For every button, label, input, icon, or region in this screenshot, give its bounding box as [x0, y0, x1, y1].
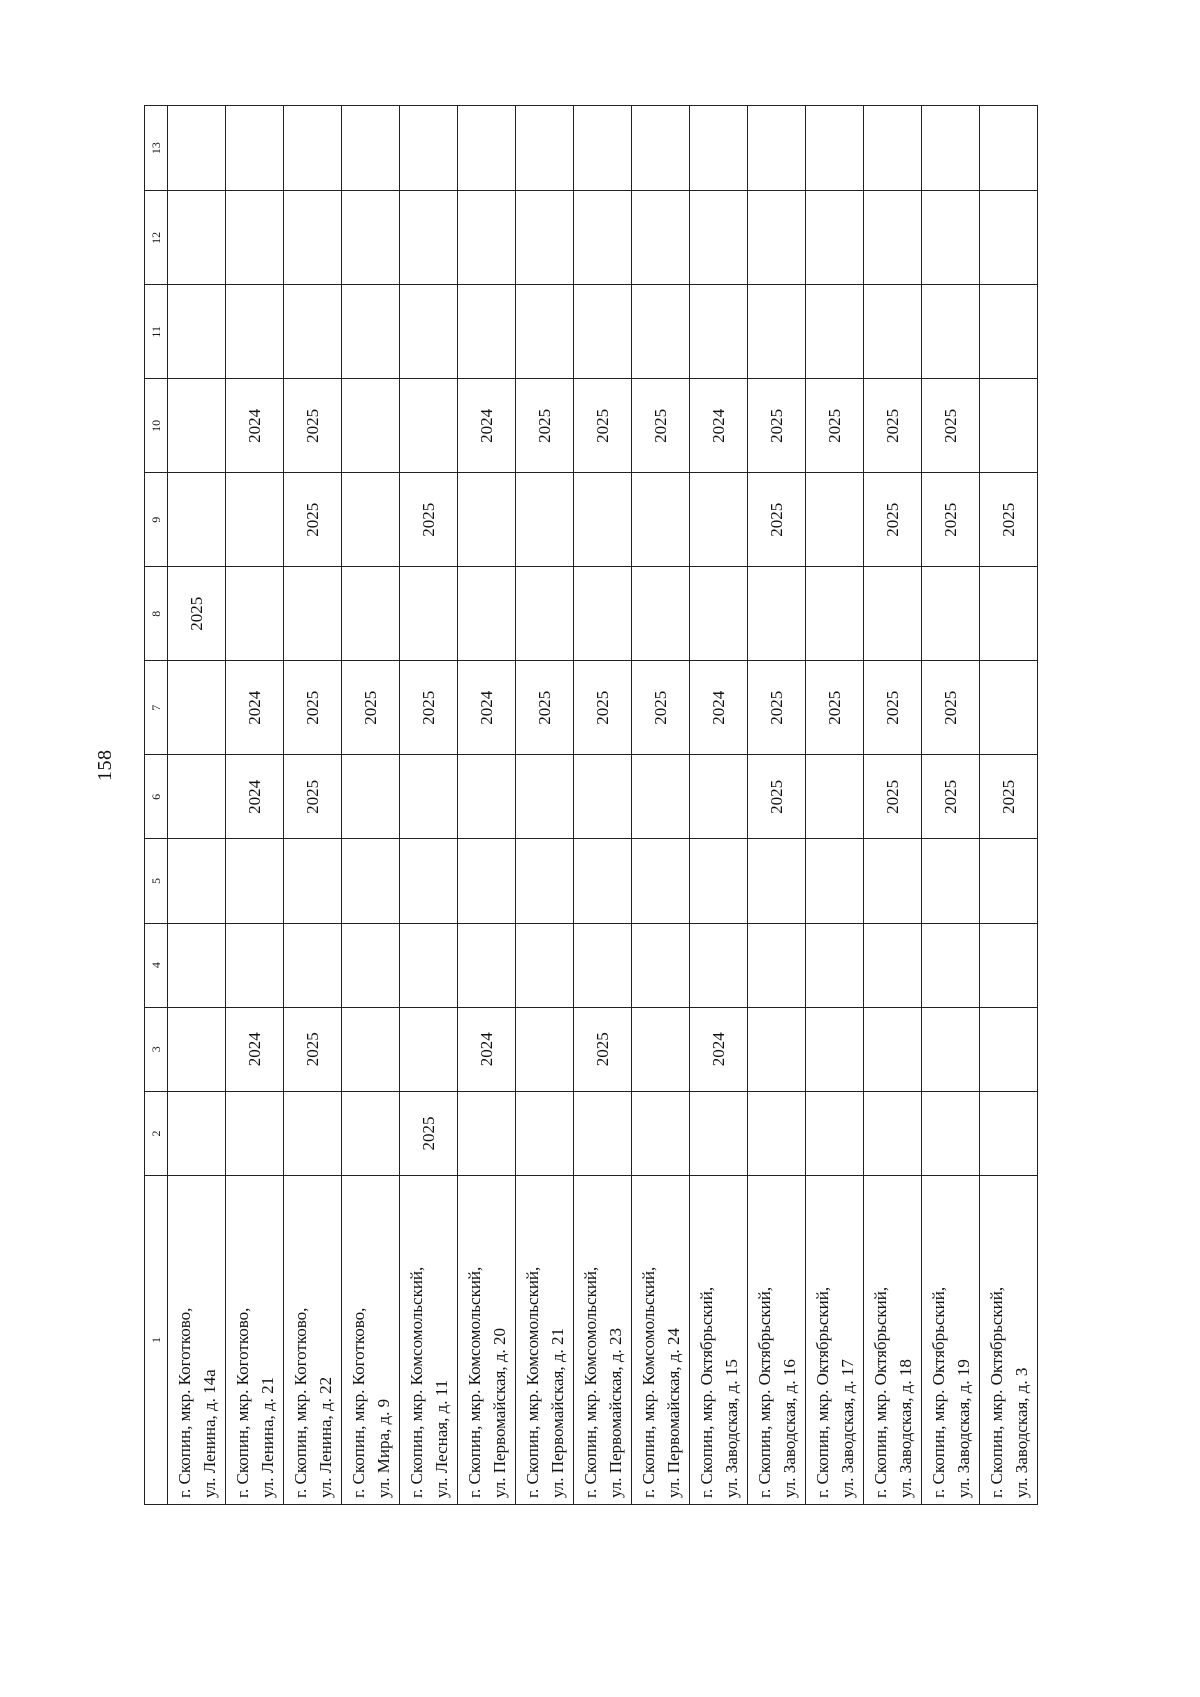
- table-row: [226, 106, 284, 1505]
- year-cell-col-9: [632, 473, 690, 567]
- year-cell-col-10: 2024: [458, 379, 516, 473]
- col-header-12: 12: [145, 191, 168, 285]
- year-cell-col-6: [806, 755, 864, 839]
- year-cell-col-6: [168, 755, 226, 839]
- year-cell-col-11: [458, 285, 516, 379]
- year-cell-col-12: [806, 191, 864, 285]
- col-header-10: 10: [145, 379, 168, 473]
- address-line-1: г. Скопин, мкр. Комсомольский,: [580, 1266, 600, 1498]
- col-header-13: 13: [145, 106, 168, 191]
- year-cell-col-4: [226, 923, 284, 1007]
- column-number-header-row: [145, 106, 168, 1505]
- address-line-1: г. Скопин, мкр. Октябрьский,: [986, 1286, 1006, 1498]
- year-cell-col-3: [922, 1007, 980, 1091]
- col-header-5: 5: [145, 839, 168, 923]
- year-cell-col-8: [690, 567, 748, 661]
- year-cell-col-6: [458, 755, 516, 839]
- year-cell-col-12: [226, 191, 284, 285]
- year-cell-col-10: [980, 379, 1038, 473]
- year-cell-col-13: [748, 106, 806, 191]
- year-cell-col-7: 2025: [632, 661, 690, 755]
- year-cell-col-9: [690, 473, 748, 567]
- year-cell-col-11: [284, 285, 342, 379]
- year-cell-col-6: [574, 755, 632, 839]
- year-cell-col-13: [922, 106, 980, 191]
- year-cell-col-7: 2025: [516, 661, 574, 755]
- year-cell-col-4: [748, 923, 806, 1007]
- year-cell-col-4: [400, 923, 458, 1007]
- address-cell: [864, 1176, 922, 1505]
- year-cell-col-3: [748, 1007, 806, 1091]
- address-line-2: ул. Первомайская, д. 23: [605, 1328, 625, 1498]
- year-cell-col-4: [574, 923, 632, 1007]
- year-cell-col-12: [342, 191, 400, 285]
- year-cell-col-2: [806, 1091, 864, 1175]
- address-cell: [980, 1176, 1038, 1505]
- col-header-3: 3: [145, 1007, 168, 1091]
- address-cell: [806, 1176, 864, 1505]
- year-cell-col-4: [690, 923, 748, 1007]
- year-cell-col-4: [806, 923, 864, 1007]
- year-cell-col-2: [168, 1091, 226, 1175]
- year-cell-col-4: [284, 923, 342, 1007]
- address-line-2: ул. Заводская, д. 15: [721, 1359, 741, 1498]
- year-cell-col-8: [458, 567, 516, 661]
- col-header-11: 11: [145, 285, 168, 379]
- address-line-1: г. Скопин, мкр. Октябрьский,: [812, 1286, 832, 1498]
- year-cell-col-5: [748, 839, 806, 923]
- year-cell-col-12: [574, 191, 632, 285]
- year-cell-col-7: 2025: [864, 661, 922, 755]
- year-cell-col-2: [980, 1091, 1038, 1175]
- address-cell: [342, 1176, 400, 1505]
- year-cell-col-5: [864, 839, 922, 923]
- address-line-2: ул. Заводская, д. 18: [895, 1359, 915, 1498]
- year-cell-col-13: [168, 106, 226, 191]
- year-cell-col-5: [690, 839, 748, 923]
- year-cell-col-5: [226, 839, 284, 923]
- year-cell-col-8: 2025: [168, 567, 226, 661]
- address-cell: [922, 1176, 980, 1505]
- year-cell-col-13: [864, 106, 922, 191]
- year-cell-col-12: [458, 191, 516, 285]
- year-cell-col-10: [400, 379, 458, 473]
- year-cell-col-3: 2024: [226, 1007, 284, 1091]
- year-cell-col-10: 2025: [748, 379, 806, 473]
- year-cell-col-11: [516, 285, 574, 379]
- year-cell-col-3: [632, 1007, 690, 1091]
- page-number: 158: [94, 749, 116, 781]
- col-header-4: 4: [145, 923, 168, 1007]
- table-row: [400, 106, 458, 1505]
- year-cell-col-5: [168, 839, 226, 923]
- address-line-2: ул. Заводская, д. 17: [837, 1359, 857, 1498]
- address-line-2: ул. Ленина, д. 21: [257, 1376, 277, 1498]
- address-cell: [284, 1176, 342, 1505]
- year-cell-col-6: 2025: [748, 755, 806, 839]
- year-cell-col-2: [748, 1091, 806, 1175]
- year-cell-col-9: 2025: [980, 473, 1038, 567]
- year-cell-col-13: [400, 106, 458, 191]
- year-cell-col-2: [226, 1091, 284, 1175]
- table-row: [980, 106, 1038, 1505]
- year-cell-col-3: 2025: [574, 1007, 632, 1091]
- year-cell-col-3: [342, 1007, 400, 1091]
- year-cell-col-3: [806, 1007, 864, 1091]
- year-cell-col-9: [226, 473, 284, 567]
- rotated-table-container: [144, 105, 1044, 1505]
- year-cell-col-8: [980, 567, 1038, 661]
- year-cell-col-8: [748, 567, 806, 661]
- year-cell-col-13: [284, 106, 342, 191]
- table-row: [922, 106, 980, 1505]
- year-cell-col-7: 2025: [922, 661, 980, 755]
- col-header-6: 6: [145, 755, 168, 839]
- year-cell-col-7: 2025: [400, 661, 458, 755]
- table-row: [748, 106, 806, 1505]
- year-cell-col-8: [632, 567, 690, 661]
- year-cell-col-9: [516, 473, 574, 567]
- year-cell-col-6: [690, 755, 748, 839]
- address-line-1: г. Скопин, мкр. Коготково,: [290, 1307, 310, 1498]
- year-cell-col-11: [168, 285, 226, 379]
- address-cell: [226, 1176, 284, 1505]
- year-cell-col-2: [690, 1091, 748, 1175]
- year-cell-col-12: [284, 191, 342, 285]
- year-cell-col-13: [516, 106, 574, 191]
- year-cell-col-9: [342, 473, 400, 567]
- schedule-table: [144, 105, 1038, 1505]
- address-cell: [168, 1176, 226, 1505]
- year-cell-col-10: 2025: [864, 379, 922, 473]
- address-line-2: ул. Заводская, д. 3: [1011, 1367, 1031, 1498]
- year-cell-col-10: [168, 379, 226, 473]
- year-cell-col-7: 2025: [748, 661, 806, 755]
- address-line-2: ул. Первомайская, д. 24: [663, 1328, 683, 1498]
- col-header-2: 2: [145, 1091, 168, 1175]
- col-header-7: 7: [145, 661, 168, 755]
- year-cell-col-4: [864, 923, 922, 1007]
- year-cell-col-13: [690, 106, 748, 191]
- address-line-1: г. Скопин, мкр. Октябрьский,: [928, 1286, 948, 1498]
- year-cell-col-7: 2025: [284, 661, 342, 755]
- year-cell-col-11: [690, 285, 748, 379]
- year-cell-col-13: [806, 106, 864, 191]
- year-cell-col-10: 2025: [922, 379, 980, 473]
- year-cell-col-7: 2024: [458, 661, 516, 755]
- year-cell-col-6: [400, 755, 458, 839]
- address-cell: [690, 1176, 748, 1505]
- year-cell-col-12: [748, 191, 806, 285]
- year-cell-col-5: [284, 839, 342, 923]
- year-cell-col-3: 2024: [690, 1007, 748, 1091]
- year-cell-col-9: 2025: [400, 473, 458, 567]
- year-cell-col-11: [342, 285, 400, 379]
- year-cell-col-4: [632, 923, 690, 1007]
- year-cell-col-3: [980, 1007, 1038, 1091]
- address-line-2: ул. Заводская, д. 19: [953, 1359, 973, 1498]
- year-cell-col-13: [632, 106, 690, 191]
- address-line-1: г. Скопин, мкр. Комсомольский,: [406, 1266, 426, 1498]
- year-cell-col-11: [864, 285, 922, 379]
- year-cell-col-10: [342, 379, 400, 473]
- address-cell: [574, 1176, 632, 1505]
- year-cell-col-8: [226, 567, 284, 661]
- address-line-1: г. Скопин, мкр. Комсомольский,: [638, 1266, 658, 1498]
- year-cell-col-3: 2024: [458, 1007, 516, 1091]
- address-cell: [748, 1176, 806, 1505]
- year-cell-col-2: [632, 1091, 690, 1175]
- year-cell-col-6: [632, 755, 690, 839]
- year-cell-col-13: [342, 106, 400, 191]
- year-cell-col-11: [922, 285, 980, 379]
- address-line-1: г. Скопин, мкр. Октябрьский,: [696, 1286, 716, 1498]
- col-header-1: 1: [145, 1176, 168, 1505]
- year-cell-col-7: 2024: [226, 661, 284, 755]
- year-cell-col-2: [458, 1091, 516, 1175]
- year-cell-col-7: [168, 661, 226, 755]
- year-cell-col-12: [516, 191, 574, 285]
- address-line-2: ул. Мира, д. 9: [373, 1398, 393, 1498]
- year-cell-col-4: [458, 923, 516, 1007]
- table-row: [574, 106, 632, 1505]
- year-cell-col-2: 2025: [400, 1091, 458, 1175]
- address-line-2: ул. Ленина, д. 14а: [199, 1369, 219, 1498]
- year-cell-col-5: [632, 839, 690, 923]
- year-cell-col-3: [168, 1007, 226, 1091]
- address-line-1: г. Скопин, мкр. Октябрьский,: [754, 1286, 774, 1498]
- address-line-2: ул. Ленина, д. 22: [315, 1376, 335, 1498]
- year-cell-col-10: 2025: [806, 379, 864, 473]
- table-row: [284, 106, 342, 1505]
- year-cell-col-11: [632, 285, 690, 379]
- year-cell-col-8: [400, 567, 458, 661]
- address-cell: [632, 1176, 690, 1505]
- address-line-1: г. Скопин, мкр. Комсомольский,: [464, 1266, 484, 1498]
- table-row: [168, 106, 226, 1505]
- table-row: [516, 106, 574, 1505]
- year-cell-col-5: [516, 839, 574, 923]
- year-cell-col-9: 2025: [284, 473, 342, 567]
- year-cell-col-9: 2025: [864, 473, 922, 567]
- address-line-1: г. Скопин, мкр. Коготково,: [174, 1307, 194, 1498]
- year-cell-col-13: [226, 106, 284, 191]
- year-cell-col-12: [168, 191, 226, 285]
- address-cell: [516, 1176, 574, 1505]
- year-cell-col-11: [400, 285, 458, 379]
- address-line-2: ул. Первомайская, д. 20: [489, 1328, 509, 1498]
- col-header-9: 9: [145, 473, 168, 567]
- year-cell-col-4: [980, 923, 1038, 1007]
- year-cell-col-10: 2025: [516, 379, 574, 473]
- year-cell-col-11: [748, 285, 806, 379]
- year-cell-col-3: [516, 1007, 574, 1091]
- year-cell-col-7: 2024: [690, 661, 748, 755]
- year-cell-col-11: [980, 285, 1038, 379]
- year-cell-col-8: [516, 567, 574, 661]
- year-cell-col-9: 2025: [922, 473, 980, 567]
- year-cell-col-3: 2025: [284, 1007, 342, 1091]
- year-cell-col-9: [574, 473, 632, 567]
- year-cell-col-3: [864, 1007, 922, 1091]
- table-body: [168, 106, 1038, 1505]
- year-cell-col-6: [516, 755, 574, 839]
- year-cell-col-5: [342, 839, 400, 923]
- year-cell-col-4: [168, 923, 226, 1007]
- year-cell-col-4: [516, 923, 574, 1007]
- year-cell-col-5: [980, 839, 1038, 923]
- year-cell-col-13: [980, 106, 1038, 191]
- year-cell-col-2: [574, 1091, 632, 1175]
- address-cell: [400, 1176, 458, 1505]
- address-line-2: ул. Заводская, д. 16: [779, 1359, 799, 1498]
- year-cell-col-2: [284, 1091, 342, 1175]
- year-cell-col-12: [632, 191, 690, 285]
- year-cell-col-6: 2025: [980, 755, 1038, 839]
- year-cell-col-8: [806, 567, 864, 661]
- year-cell-col-2: [516, 1091, 574, 1175]
- year-cell-col-2: [864, 1091, 922, 1175]
- year-cell-col-5: [806, 839, 864, 923]
- year-cell-col-6: 2025: [922, 755, 980, 839]
- year-cell-col-6: [342, 755, 400, 839]
- year-cell-col-9: 2025: [748, 473, 806, 567]
- year-cell-col-5: [458, 839, 516, 923]
- address-line-1: г. Скопин, мкр. Коготково,: [348, 1307, 368, 1498]
- year-cell-col-7: [980, 661, 1038, 755]
- year-cell-col-8: [864, 567, 922, 661]
- table-row: [458, 106, 516, 1505]
- year-cell-col-10: 2025: [284, 379, 342, 473]
- year-cell-col-7: 2025: [574, 661, 632, 755]
- year-cell-col-5: [922, 839, 980, 923]
- col-header-8: 8: [145, 567, 168, 661]
- year-cell-col-12: [690, 191, 748, 285]
- table-row: [342, 106, 400, 1505]
- year-cell-col-12: [864, 191, 922, 285]
- year-cell-col-3: [400, 1007, 458, 1091]
- year-cell-col-8: [922, 567, 980, 661]
- address-line-2: ул. Первомайская, д. 21: [547, 1328, 567, 1498]
- year-cell-col-9: [806, 473, 864, 567]
- address-line-2: ул. Лесная, д. 11: [431, 1379, 451, 1498]
- year-cell-col-13: [458, 106, 516, 191]
- year-cell-col-10: 2024: [226, 379, 284, 473]
- year-cell-col-10: 2024: [690, 379, 748, 473]
- year-cell-col-10: 2025: [574, 379, 632, 473]
- address-cell: [458, 1176, 516, 1505]
- year-cell-col-11: [226, 285, 284, 379]
- year-cell-col-9: [458, 473, 516, 567]
- address-line-1: г. Скопин, мкр. Коготково,: [232, 1307, 252, 1498]
- year-cell-col-8: [574, 567, 632, 661]
- year-cell-col-7: 2025: [806, 661, 864, 755]
- year-cell-col-9: [168, 473, 226, 567]
- year-cell-col-4: [922, 923, 980, 1007]
- table-row: [632, 106, 690, 1505]
- year-cell-col-2: [922, 1091, 980, 1175]
- address-line-1: г. Скопин, мкр. Комсомольский,: [522, 1266, 542, 1498]
- table-row: [806, 106, 864, 1505]
- year-cell-col-6: 2025: [864, 755, 922, 839]
- year-cell-col-12: [400, 191, 458, 285]
- year-cell-col-6: 2025: [284, 755, 342, 839]
- year-cell-col-10: 2025: [632, 379, 690, 473]
- year-cell-col-5: [574, 839, 632, 923]
- year-cell-col-4: [342, 923, 400, 1007]
- year-cell-col-11: [806, 285, 864, 379]
- address-line-1: г. Скопин, мкр. Октябрьский,: [870, 1286, 890, 1498]
- table-row: [864, 106, 922, 1505]
- year-cell-col-5: [400, 839, 458, 923]
- year-cell-col-8: [342, 567, 400, 661]
- year-cell-col-8: [284, 567, 342, 661]
- year-cell-col-13: [574, 106, 632, 191]
- year-cell-col-6: 2024: [226, 755, 284, 839]
- year-cell-col-11: [574, 285, 632, 379]
- year-cell-col-12: [980, 191, 1038, 285]
- year-cell-col-2: [342, 1091, 400, 1175]
- table-row: [690, 106, 748, 1505]
- year-cell-col-7: 2025: [342, 661, 400, 755]
- year-cell-col-12: [922, 191, 980, 285]
